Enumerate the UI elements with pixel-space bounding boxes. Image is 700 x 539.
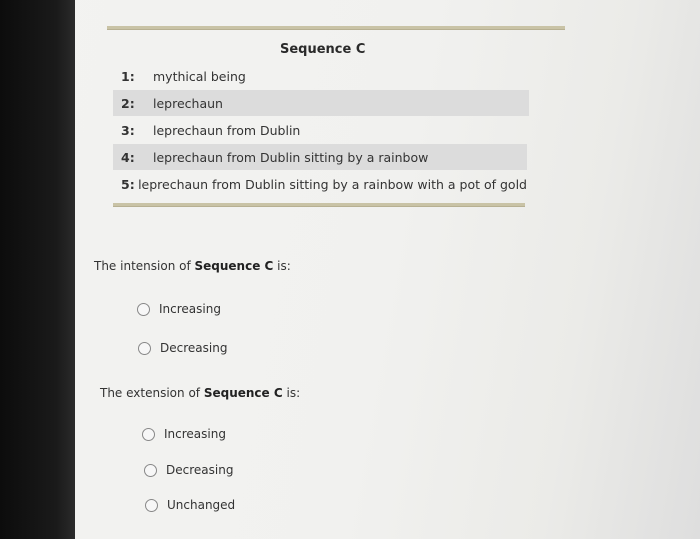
intension-option-increasing[interactable]	[137, 302, 221, 316]
radio-button-icon[interactable]	[137, 303, 150, 316]
radio-button-icon[interactable]	[144, 464, 157, 477]
question-suffix: is:	[282, 386, 301, 400]
question-sequence-name: Sequence C	[194, 259, 274, 273]
question-prefix: The extension of	[100, 386, 204, 400]
sequence-row-1	[113, 63, 523, 89]
row-number: 2:	[121, 95, 135, 111]
question-suffix: is:	[273, 259, 291, 273]
extension-option-increasing[interactable]	[142, 427, 226, 441]
table-bottom-rule	[113, 203, 525, 206]
row-text: mythical being	[153, 68, 246, 84]
quiz-page	[75, 0, 700, 539]
question-sequence-name: Sequence C	[203, 386, 283, 400]
option-label: Increasing	[159, 302, 221, 316]
sequence-row-2	[113, 90, 529, 116]
row-text: leprechaun from Dublin	[153, 122, 301, 138]
table-top-rule	[107, 26, 565, 29]
option-label: Decreasing	[166, 463, 234, 477]
extension-option-decreasing[interactable]	[144, 463, 233, 477]
option-label: Increasing	[164, 427, 226, 441]
row-number: 4:	[121, 149, 135, 165]
row-number: 1:	[121, 68, 135, 84]
sequence-row-5	[113, 171, 527, 197]
extension-question	[100, 386, 300, 400]
row-number: 3:	[121, 122, 135, 138]
radio-button-icon[interactable]	[145, 499, 158, 512]
radio-button-icon[interactable]	[138, 342, 151, 355]
screen-left-edge	[0, 0, 75, 539]
extension-option-unchanged[interactable]	[145, 498, 235, 512]
intension-option-decreasing[interactable]	[138, 341, 227, 355]
radio-button-icon[interactable]	[142, 428, 155, 441]
option-label: Decreasing	[160, 341, 228, 355]
row-text: leprechaun	[153, 95, 223, 111]
row-text: leprechaun from Dublin sitting by a rainbow	[153, 149, 429, 165]
sequence-row-4	[113, 144, 527, 170]
row-text: leprechaun from Dublin sitting by a rainbow with a pot of gold	[138, 176, 527, 192]
intension-question	[94, 259, 291, 273]
sequence-row-3	[113, 117, 529, 143]
sequence-title: Sequence C	[280, 42, 366, 57]
row-number: 5:	[121, 176, 135, 192]
question-prefix: The intension of	[94, 259, 195, 273]
option-label: Unchanged	[167, 498, 236, 512]
